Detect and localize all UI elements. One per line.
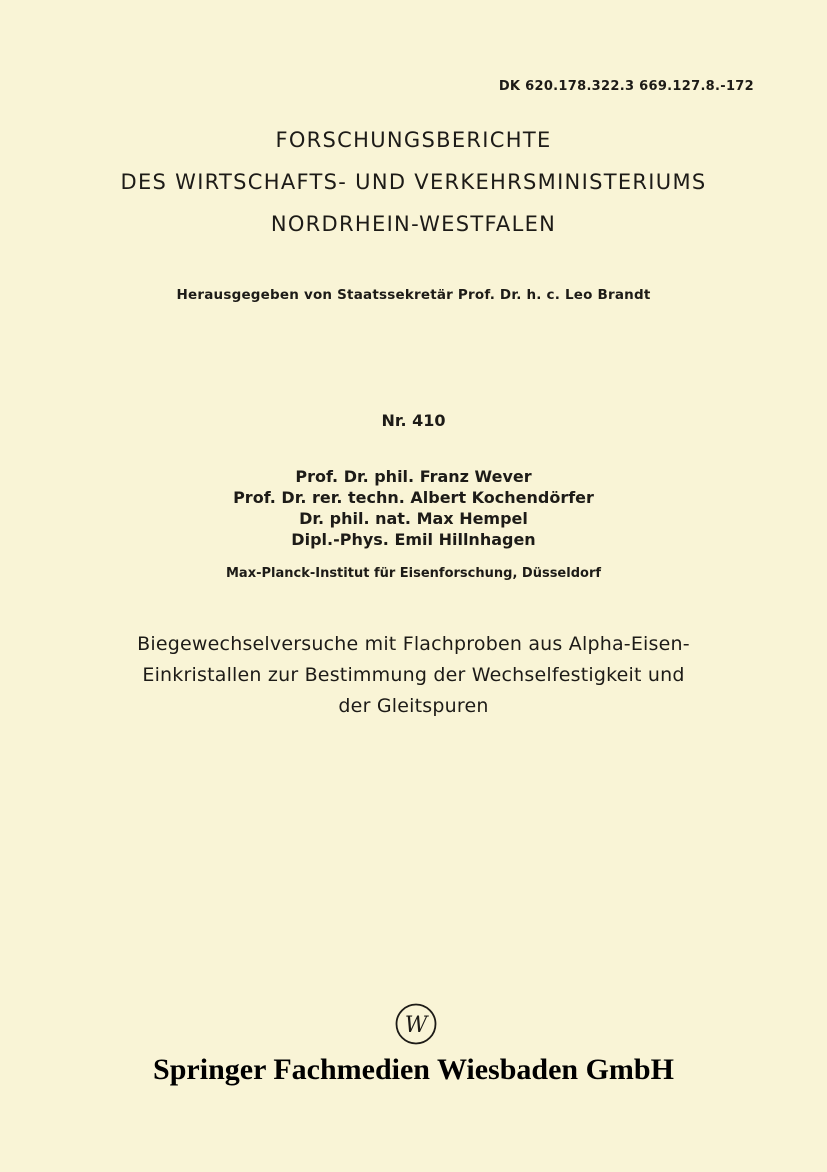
institute: Max-Planck-Institut für Eisenforschung, Düsseldorf [225, 566, 602, 581]
report-title-line: Biegewechselversuche mit Flachproben aus Alpha-Eisen- [137, 633, 690, 655]
author-name: Dr. phil. nat. Max Hempel [299, 509, 528, 528]
report-title-line: der Gleitspuren [338, 695, 489, 717]
author-name: Prof. Dr. rer. techn. Albert Kochendörfer [233, 488, 594, 507]
report-title-line: Einkristallen zur Bestimmung der Wechselfestigkeit und [142, 664, 685, 686]
author-name: Prof. Dr. phil. Franz Wever [295, 467, 532, 486]
classification-code: DK 620.178.322.3 669.127.8.-172 [498, 79, 754, 94]
editor-line: Herausgegeben von Staatssekretär Prof. Dr. h. c. Leo Brandt [176, 287, 651, 303]
series-title-line: DES WIRTSCHAFTS- UND VERKEHRSMINISTERIUMS [120, 170, 707, 194]
series-title-line: NORDRHEIN-WESTFALEN [270, 212, 557, 236]
author-name: Dipl.-Phys. Emil Hillnhagen [291, 530, 536, 549]
publisher-name: Springer Fachmedien Wiesbaden GmbH [153, 1053, 674, 1086]
springer-w-logo-icon [395, 1003, 437, 1045]
series-title-line: FORSCHUNGSBERICHTE [275, 128, 552, 152]
volume-number: Nr. 410 [381, 411, 446, 430]
logo-letter: W [404, 1013, 428, 1038]
